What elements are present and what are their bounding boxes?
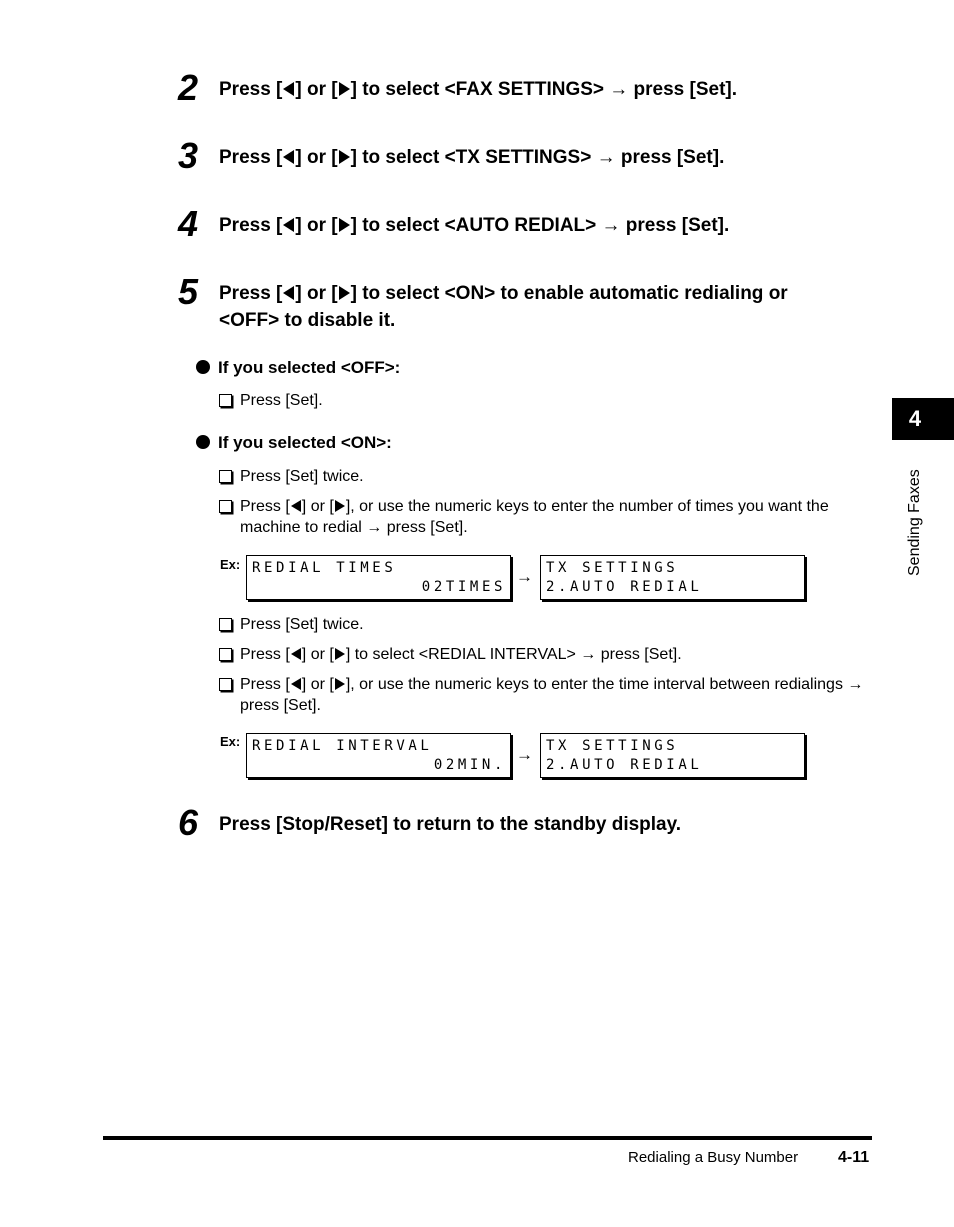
- step-instruction: [219, 280, 869, 334]
- lcd-line-2: 02TIMES: [421, 579, 506, 595]
- checkbox-icon: [219, 678, 232, 691]
- checklist-item: [219, 614, 874, 635]
- text-part: ] or [: [301, 498, 334, 515]
- checklist-item-text: [219, 644, 874, 665]
- checkbox-icon: [219, 648, 232, 661]
- text-part: ] or [: [301, 676, 334, 693]
- step-text-part: Press [: [219, 147, 283, 168]
- step-number: 5: [178, 271, 199, 312]
- step-text-part: Press [: [219, 79, 283, 100]
- bullet-heading-text: If you selected <OFF>:: [218, 358, 401, 377]
- left-arrow-key-icon: [283, 286, 294, 300]
- lcd-line-2: 2.AUTO REDIAL: [546, 579, 703, 595]
- arrow-icon: →: [516, 745, 533, 764]
- left-arrow-key-icon: [291, 678, 301, 690]
- checklist-item-text: [219, 496, 874, 538]
- step-text-part: Press [: [219, 215, 283, 236]
- step-instruction: [219, 76, 869, 103]
- step-text-part: ] or [: [295, 283, 338, 304]
- bullet-heading-text: If you selected <ON>:: [218, 433, 392, 452]
- off-option-heading: [196, 357, 400, 379]
- lcd-display-tx-settings: [540, 555, 805, 600]
- page-number: 4-11: [838, 1149, 870, 1166]
- lcd-line-1: TX SETTINGS: [546, 560, 679, 576]
- step-text-part: ] or [: [295, 215, 338, 236]
- step-text-part: ] to select <ON> to enable automatic redialing or: [350, 283, 788, 304]
- checklist-item-text: [219, 674, 874, 716]
- checklist-item: [219, 674, 874, 716]
- checkbox-icon: [219, 500, 232, 513]
- example-label: Ex:: [220, 557, 241, 572]
- step-number: 6: [178, 802, 199, 843]
- checklist-item: [219, 644, 874, 665]
- checkbox-icon: [219, 618, 232, 631]
- step-number: 4: [178, 203, 199, 244]
- text-part: Press [: [240, 676, 290, 693]
- step-text-part: ] or [: [295, 147, 338, 168]
- lcd-line-2: 02MIN.: [433, 757, 506, 773]
- step-instruction: [219, 144, 869, 171]
- checklist-item: [219, 466, 874, 487]
- step-text-part: ] or [: [295, 79, 338, 100]
- step-instruction: [219, 212, 869, 239]
- example-label: Ex:: [220, 734, 241, 749]
- right-arrow-key-icon: [339, 82, 350, 96]
- lcd-display-tx-settings: [540, 733, 805, 778]
- chapter-tab: 4: [892, 398, 954, 440]
- text-part: Press [: [240, 498, 290, 515]
- checklist-item: [219, 496, 874, 538]
- step-text-part: ] to select <TX SETTINGS> → press [Set].: [350, 147, 725, 168]
- checkbox-icon: [219, 394, 232, 407]
- checklist-item-text: Press [Set].: [240, 392, 323, 409]
- left-arrow-key-icon: [283, 150, 294, 164]
- checklist-item-text: Press [Set] twice.: [240, 616, 364, 633]
- lcd-line-1: TX SETTINGS: [546, 738, 679, 754]
- left-arrow-key-icon: [291, 648, 301, 660]
- lcd-display-redial-times: [246, 555, 511, 600]
- step-number: 2: [178, 67, 199, 108]
- text-part: ] to select <REDIAL INTERVAL> → press [Set].: [345, 646, 682, 663]
- right-arrow-key-icon: [335, 678, 345, 690]
- step-number: 3: [178, 135, 199, 176]
- arrow-icon: →: [516, 567, 533, 586]
- text-part: ], or use the numeric keys to enter the number of times you want the machine to redial → press [Set].: [240, 498, 829, 536]
- bullet-icon: [196, 435, 210, 449]
- lcd-line-1: REDIAL INTERVAL: [252, 738, 433, 754]
- left-arrow-key-icon: [283, 82, 294, 96]
- lcd-display-redial-interval: [246, 733, 511, 778]
- step-text-part: Press [: [219, 283, 283, 304]
- footer-rule: [103, 1136, 872, 1140]
- step-text-part: Press [Stop/Reset] to return to the standby display.: [219, 814, 682, 835]
- text-part: Press [: [240, 646, 290, 663]
- step-text-part: ] to select <FAX SETTINGS> → press [Set].: [350, 79, 738, 100]
- text-part: ] or [: [301, 646, 334, 663]
- right-arrow-key-icon: [335, 648, 345, 660]
- step-instruction: [219, 811, 869, 838]
- chapter-side-label: Sending Faxes: [906, 469, 923, 576]
- footer-section-title: Redialing a Busy Number: [628, 1149, 799, 1166]
- bullet-icon: [196, 360, 210, 374]
- checkbox-icon: [219, 470, 232, 483]
- checklist-item: [219, 390, 874, 411]
- on-option-heading: [196, 432, 392, 454]
- checklist-item-text: Press [Set] twice.: [240, 468, 364, 485]
- right-arrow-key-icon: [339, 150, 350, 164]
- right-arrow-key-icon: [335, 500, 345, 512]
- lcd-line-1: REDIAL TIMES: [252, 560, 397, 576]
- left-arrow-key-icon: [291, 500, 301, 512]
- lcd-line-2: 2.AUTO REDIAL: [546, 757, 703, 773]
- right-arrow-key-icon: [339, 218, 350, 232]
- left-arrow-key-icon: [283, 218, 294, 232]
- step-text-part: <OFF> to disable it.: [219, 310, 396, 331]
- right-arrow-key-icon: [339, 286, 350, 300]
- text-part: ], or use the numeric keys to enter the time interval between redialings → press [Set].: [240, 676, 864, 714]
- step-text-part: ] to select <AUTO REDIAL> → press [Set].: [350, 215, 730, 236]
